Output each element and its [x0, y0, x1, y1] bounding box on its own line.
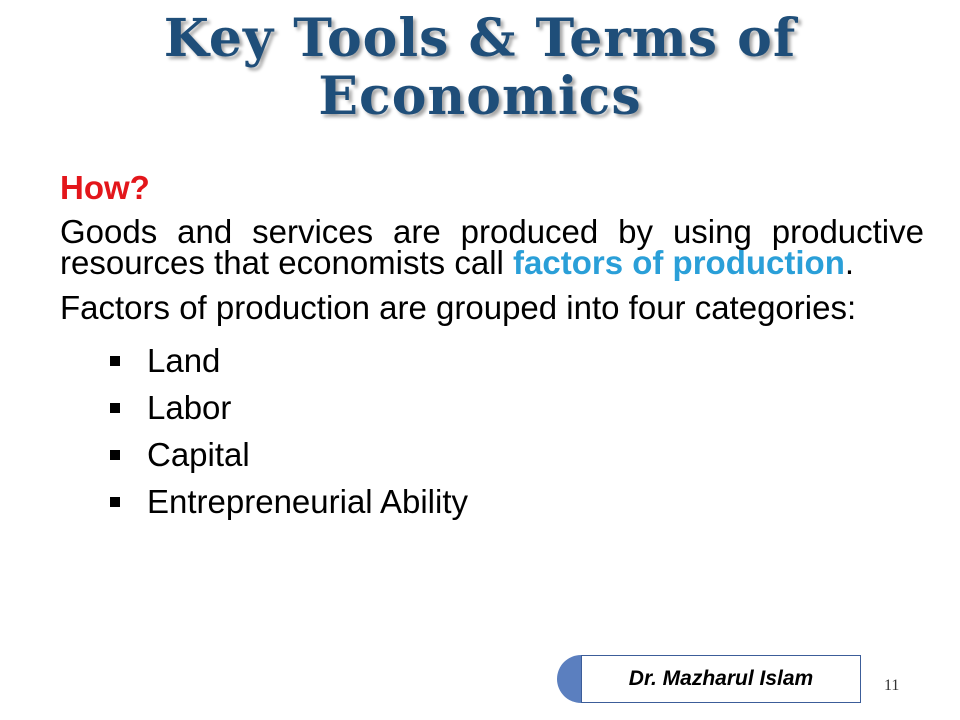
bullet-list — [60, 337, 924, 525]
list-item — [110, 431, 924, 478]
list-item-label: Entrepreneurial Ability — [147, 483, 469, 520]
slide-content — [60, 168, 924, 525]
footer-label-frame — [581, 655, 861, 703]
list-item-label: Labor — [147, 389, 232, 426]
footer-author-box — [557, 655, 861, 703]
square-bullet-icon — [110, 356, 120, 366]
author-name: Dr. Mazharul Islam — [628, 667, 814, 690]
list-item-label: Land — [147, 342, 221, 379]
list-item — [110, 384, 924, 431]
list-item-label: Capital — [147, 436, 250, 473]
highlighted-term: factors of production — [513, 244, 845, 281]
paragraph-period: . — [844, 244, 855, 281]
paragraph-text: Goods and services are produced by using productive resources that economists call — [60, 213, 924, 281]
square-bullet-icon — [110, 497, 120, 507]
list-item — [110, 337, 924, 384]
list-item — [110, 478, 924, 525]
section-heading: How? — [60, 169, 150, 206]
page-number: 11 — [884, 677, 900, 694]
square-bullet-icon — [110, 403, 120, 413]
slide-title: Key Tools & Terms of Economics — [163, 8, 797, 127]
paragraph-factors-definition — [60, 213, 924, 281]
paragraph-categories: Factors of production are grouped into four categories: — [60, 289, 857, 326]
square-bullet-icon — [110, 450, 120, 460]
